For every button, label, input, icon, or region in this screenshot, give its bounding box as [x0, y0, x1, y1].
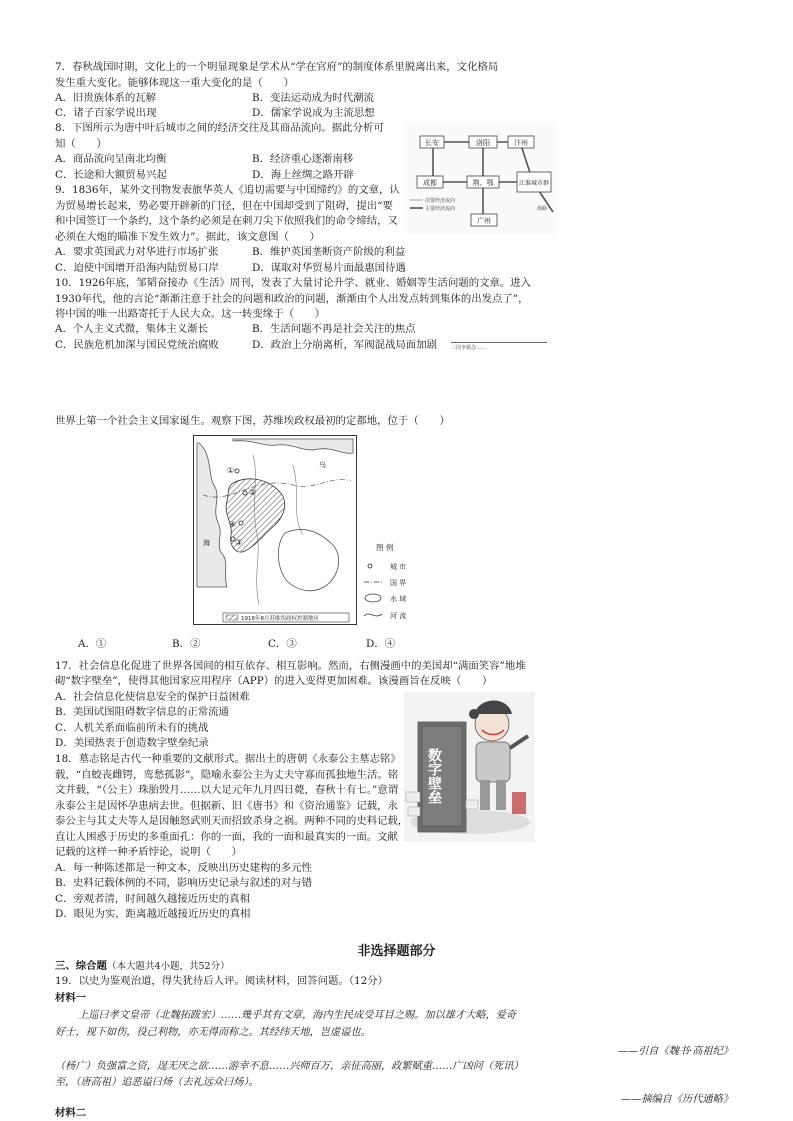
q16-stem: 世界上第一个社会主义国家诞生。观察下图，苏维埃政权最初的定都地，位于（ ） [55, 415, 450, 427]
map-city-jianghuai: 江淮城市群 [518, 180, 550, 187]
q18-stem-line3: 文并载，“（公主）珠胎毁月……以大足元年九月四日薨，春秋十有七。”意谓 [55, 784, 399, 796]
map-city-changan: 长安 [425, 139, 439, 147]
map-caption: 1918年8月苏维埃政权控制地区 [241, 616, 319, 622]
q7-stem-line1: 7．春秋战国时期，文化上的一个明显现象是学术从“学在官府”的制度体系里脱离出来，文化格局 [55, 61, 499, 73]
soviet-map [193, 435, 357, 625]
q19-m1-source: ——引自《魏书·高祖纪》 [617, 1046, 733, 1057]
q18-stem-line1: 18．墓志铭是古代一种重要的文献形式。据出土的唐朝《永泰公主墓志铭》 [55, 753, 401, 765]
tang-trade-map [405, 122, 557, 234]
legend-city: 城 市 [390, 563, 407, 571]
q10-option-c: C．民族危机加深与国民党统治腐败 [55, 339, 219, 351]
q17-option-a: A．社会信息化使信息安全的保护日益困难 [55, 691, 250, 703]
q18-stem-line5: 泰公主与其丈夫等人是因触怒武则天而招致杀身之祸。两种不同的史料记载， [55, 815, 409, 827]
q19-m1-line3: （杨广）负强富之资，逞无厌之欲……游幸不息……兴师百万，亲征高丽，政繁赋重……广凶问（死讯） [55, 1061, 524, 1072]
q17-stem-line2: 砌“数字壁垒”，使得其他国家应用程序（APP）的进入变得更加困难。该漫画旨在反映（ ） [55, 675, 493, 687]
q10-stem-line1: 10．1926年底，邹韬奋接办《生活》周刊，发表了大量讨论升学、就业、婚姻等生活问题的文章。进入 [55, 277, 532, 289]
legend-water: 水 域 [390, 595, 407, 603]
legend-title: 图 例 [376, 543, 394, 552]
q9-option-b: B．维护英国垄断资产阶级的利益 [252, 246, 406, 258]
q9-option-d: D．谋取对华贸易片面最惠国待遇 [252, 262, 406, 274]
q10-option-a: A．个人主义式微，集体主义渐长 [55, 323, 208, 335]
soviet-map-legend [362, 540, 432, 625]
q18-option-c: C．旁观者清，时间越久越接近历史的真相 [55, 893, 250, 905]
q8-stem-line1: 8．下图所示为唐中叶后城市之间的经济交往及其商品流向。据此分析可 [55, 122, 384, 134]
q7-option-c: C．诸子百家学说出现 [55, 107, 157, 119]
map-sea-route: 海路 [537, 206, 548, 212]
digital-wall-cartoon [404, 692, 535, 842]
q7-option-d: D．儒家学说成为主流思想 [252, 107, 375, 119]
q18-option-a: A．每一种陈述都是一种文本，反映出历史建构的多元性 [55, 862, 312, 874]
q16-option-d: D．④ [366, 638, 396, 650]
q19-m1-line2: 好士，视下如伤，役己利物，亦无得而称之。其经纬天地，岂虚谥也。 [55, 1027, 371, 1038]
q8-stem-line2: 知（ ） [55, 138, 107, 150]
q7-stem-line2: 发生重大变化。能够体现这一重大变化的是（ ） [55, 77, 294, 89]
map-city-luoyang: 洛阳 [476, 139, 490, 147]
q10-option-b: B．生活问题不再是社会关注的焦点 [252, 323, 416, 335]
map-label-wu: 乌 [319, 461, 326, 469]
q8-option-b: B．经济重心逐渐南移 [252, 153, 354, 165]
map-label-hai: 海 [203, 539, 210, 547]
q10-option-d: D．政治上分崩离析，军阀混战局面加剧 [252, 339, 437, 351]
q17-option-b: B．美国试图阻碍数字信息的正常流通 [55, 706, 229, 718]
q17-option-d: D．美国热衷于创造数字壁垒纪录 [55, 737, 209, 749]
q17-stem-line1: 17．社会信息化促进了世界各国间的相互依存、相互影响。然而，右侧漫画中的美国却“满面笑容”地堆 [55, 660, 526, 672]
part3-note: （本大题共4小题，共52分） [106, 961, 230, 972]
q7-option-b: B．变法运动成为时代潮流 [252, 92, 374, 104]
q18-option-d: D．眼见为实，距离越近越接近历史的真相 [55, 908, 251, 920]
q19-m1-source2: ——摘编自《历代通略》 [620, 1094, 733, 1105]
q16-option-c: C．③ [268, 638, 297, 650]
q18-stem-line2: 载，“自蛟丧雌锷，鸾愁孤影”，隐喻永泰公主为丈夫守寡而孤独地生活。铭 [55, 769, 399, 781]
map-city-guangzhou: 广州 [477, 217, 491, 225]
map-legend-major: 主要经济流向 [425, 206, 456, 212]
q16-option-b: B．② [172, 638, 201, 650]
q18-stem-line6: 直让人困惑于历史的多重面孔：你的一面，我的一面和最真实的一面。文献 [55, 831, 398, 843]
legend-river: 河 流 [390, 612, 407, 620]
q10-page-fragment: 三国争霸念…… [451, 342, 547, 352]
section-part3 [55, 959, 230, 974]
q18-option-b: B．史料记载体例的不同，影响历史记录与叙述的对与错 [55, 877, 313, 889]
q10-stem-line3: 将中国的唯一出路寄托于人民大众。这一转变缘于（ ） [55, 308, 326, 320]
q9-option-a: A．要求英国武力对华进行市场扩张 [55, 246, 219, 258]
q16-option-a: A．① [78, 638, 107, 650]
q19-stem: 19．以史为鉴观治道，得失犹待后人评。阅读材料，回答问题。（12分） [55, 975, 388, 987]
map-point-1: ① [227, 466, 235, 475]
q19-material2-label: 材料二 [55, 1107, 87, 1119]
q19-m1-line1: 上巡曰孝文皇帝（北魏拓跋宏）……幾乎其有文章，海内生民成受耳目之赐。加以雄才大略，爱奇 [78, 1010, 517, 1021]
q18-stem-line4: 永泰公主是因怀孕患病去世。但据新、旧《唐书》和《资治通鉴》记载，永 [55, 800, 398, 812]
legend-border: 国 界 [390, 579, 407, 587]
q19-m1-line4: 至，（唐高祖）追恶谥曰炀（去礼远众曰炀）。 [55, 1077, 259, 1088]
map-city-chengdu: 成都 [423, 179, 437, 187]
q8-option-d: D．海上丝绸之路开辟 [252, 169, 354, 181]
map-legend-minor: 次要经济流向 [425, 198, 456, 204]
section-title: 非选择题部分 [357, 944, 436, 959]
map-point-4: ④ [229, 520, 237, 529]
q18-stem-line7: 记载的这样一种矛盾悖论，说明（ ） [55, 846, 243, 858]
q9-stem-line1: 9．1836年，某外文刊物发表旅华英人《追切需要与中国缔约》的文章，认 [55, 184, 400, 196]
cartoon-title: 数字壁垒 [426, 748, 442, 804]
q10-stem-line2: 1930年代，他的言论“渐渐注意于社会的问题和政治的问题，渐渐由个人出发点转到集体的出发点了”， [55, 293, 529, 305]
map-point-3: ③ [235, 538, 243, 547]
map-point-2: ② [249, 488, 257, 497]
q9-option-c: C．迫使中国增开沿海内陆贸易口岸 [55, 262, 219, 274]
q9-stem-line4: 必须在大炮的瞄准下发生效力”。据此，该文意图（ ） [55, 231, 321, 243]
part3-label: 三、综合题 [55, 960, 107, 972]
q19-material1-label: 材料一 [55, 992, 87, 1004]
q8-option-a: A．商品流向呈南北均衡 [55, 153, 167, 165]
q17-option-c: C．人机关系面临前所未有的挑战 [55, 722, 209, 734]
q8-option-c: C．长途和大额贸易兴起 [55, 169, 167, 181]
q9-stem-line3: 和中国签订一个条约，这个条约必须是在刺刀尖下依照我们的命令缔结，又 [55, 215, 398, 227]
map-city-bianzhou: 汴州 [514, 139, 528, 147]
map-city-jinge: 荆、鄂 [472, 179, 494, 187]
q9-stem-line2: 为贸易增长起来，势必要开辟新的门径，但在中国却受到了阻碍，提出“要 [55, 200, 393, 212]
q7-option-a: A．旧贵族体系的瓦解 [55, 92, 157, 104]
